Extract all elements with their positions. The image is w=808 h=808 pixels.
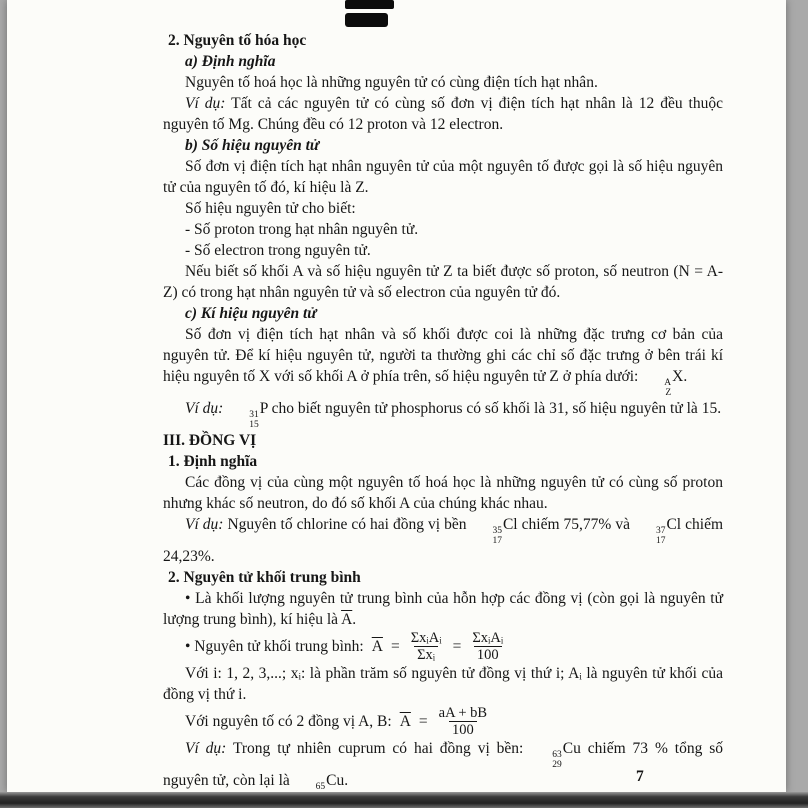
isotope-31-15-P [227,400,268,430]
fraction-numerator: ΣxᵢAᵢ [472,630,504,646]
subsection-b-heading: b) Số hiệu nguyên tử [185,137,320,154]
fraction-aa-bb-over-100 [436,705,490,738]
example-label: Ví dụ: [185,400,224,417]
mass-number-relation-paragraph: Nếu biết số khối A và số hiệu nguyên tử Z ta biết được số proton, số neutron (N = A- Z) có trong hạt nhân nguyên tử và số electron của nguyên tử đó. [163,263,723,301]
two-isotope-formula [163,705,723,738]
mass-number: 35 [492,526,502,536]
page-content [163,30,723,802]
example-3-text-c: chiếm 24,23%. [163,516,724,565]
equals-sign: = [452,638,462,655]
scan-artifact-1 [345,0,394,9]
isotope-numbers [227,410,259,430]
notation-paragraph [163,324,723,398]
fraction-denominator: Σxᵢ [414,646,438,663]
isotope-notation-generic [642,368,688,398]
isotope-63-29-Cu [530,740,581,770]
electron-count-item: - Số electron trong nguyên tử. [185,242,371,259]
average-mass-formula [163,630,723,663]
element-symbol: Cl [666,516,682,533]
element-definition-paragraph: Nguyên tố hoá học là những nguyên tử có cùng điện tích hạt nhân. [185,74,598,91]
fraction-numerator: aA + bB [438,705,488,721]
subsection-2-heading: 2. Nguyên tử khối trung bình [168,569,361,586]
example-3-paragraph [163,514,723,567]
fraction-denominator: 100 [474,646,502,663]
element-symbol: Cl [502,516,518,533]
isotope-numbers [634,526,666,546]
element-symbol: P [259,400,268,417]
isotope-numbers [470,526,502,546]
atomic-number: 17 [655,536,666,546]
example-label: Ví dụ: [185,740,227,757]
element-symbol: X. [672,368,688,385]
example-4-text-b: chiếm 73 % tổng số nguyên tử, còn lại là [163,740,724,789]
mass-number: 31 [249,410,259,420]
atomic-number-info-lead: Số hiệu nguyên tử cho biết: [185,200,356,217]
variables-explanation-paragraph: Với i: 1, 2, 3,...; xᵢ: là phần trăm số nguyên tử đồng vị thứ i; Aᵢ là nguyên tử khối của đồng vị thứ i. [163,665,723,703]
fraction-denominator: 100 [449,721,477,738]
isotope-65-29-Cu [294,772,345,792]
atomic-number: Z [665,388,672,398]
fraction-sum-xi-ai-over-sum-xi [408,630,445,663]
example-1-paragraph [163,93,723,135]
book-bottom-edge [0,792,808,808]
isotope-35-17-Cl [470,516,518,546]
atomic-number: 17 [492,536,502,546]
isotope-37-17-Cl [634,516,682,546]
atomic-number: 29 [552,760,562,770]
example-label: Ví dụ: [185,516,224,533]
mass-number: 63 [552,750,562,760]
atomic-number-definition-paragraph: Số đơn vị điện tích hạt nhân nguyên tử của một nguyên tố được gọi là số hiệu nguyên tử của nguyên tố đó, kí hiệu là Z. [163,158,723,196]
isotope-numbers [642,378,671,398]
element-symbol: Cu [562,740,581,757]
example-2-paragraph [163,398,723,430]
formula-intro: Với nguyên tố có 2 đồng vị A, B: [185,713,392,730]
a-bar-symbol: $\overline{A}$ [399,713,411,730]
mass-number: 65 [315,782,326,792]
a-bar-symbol: $\overline{A}$ [371,638,383,655]
example-4-text-a: Trong tự nhiên cuprum có hai đồng vị bền: [226,740,524,757]
fraction-sum-xi-ai-over-100 [469,630,506,663]
subsection-c-heading: c) Kí hiệu nguyên tử [185,305,317,322]
average-mass-bullet [163,588,723,630]
section-2-heading: 2. Nguyên tố hóa học [168,32,307,49]
notation-text: Số đơn vị điện tích hạt nhân và số khối được coi là những đặc trưng cơ bản của nguyên tử. Để kí hiệu nguyên tử, người ta thường ghi các chỉ số đặc trưng ở bên trái kí hiệu nguyên tố X với số khối A ở phía trên, số hiệu nguyên tử Z ở phía dưới: [163,326,723,385]
fraction-numerator: ΣxᵢAᵢ [410,630,442,646]
average-mass-bullet-text: • Là khối lượng nguyên tử trung bình của hỗn hợp các đồng vị (còn gọi là nguyên tử lượng trung bình), kí hiệu là [163,590,723,628]
equals-sign: = [390,638,400,655]
section-3-heading: III. ĐỒNG VỊ [163,432,257,449]
example-1-text: Tất cả các nguyên tử có cùng số đơn vị điện tích hạt nhân là 12 đều thuộc nguyên tố Mg. Chúng đều có 12 proton và 12 electron. [163,95,723,133]
atomic-number: 15 [249,420,259,430]
subsection-1-heading: 1. Định nghĩa [168,453,258,470]
page-number: 7 [636,768,644,785]
isotope-definition-paragraph: Các đồng vị của cùng một nguyên tố hoá học là những nguyên tử có cùng số proton nhưng khác số neutron, do đó số khối A của chúng khác nhau. [163,474,723,512]
book-page [7,0,786,792]
proton-count-item: - Số proton trong hạt nhân nguyên tử. [185,221,419,238]
mass-number: A [664,378,672,388]
example-3-text-b: chiếm 75,77% và [517,516,630,533]
example-2-text: cho biết nguyên tử phosphorus có số khối là 31, số hiệu nguyên tử là 15. [271,400,722,417]
average-mass-bullet-end: . [352,611,357,628]
element-symbol: Cu [326,772,345,789]
mass-number: 37 [655,526,666,536]
equals-sign: = [418,713,428,730]
subsection-a-heading: a) Định nghĩa [185,53,276,70]
formula-intro: • Nguyên tử khối trung bình: [185,638,364,655]
example-3-text-a: Nguyên tố chlorine có hai đồng vị bền [223,516,467,533]
a-bar-symbol: $\overline{A}$ [341,611,353,628]
isotope-numbers [530,750,562,770]
example-label: Ví dụ: [185,95,226,112]
scan-artifact-2 [345,13,388,27]
example-4-text-c: . [344,772,349,789]
